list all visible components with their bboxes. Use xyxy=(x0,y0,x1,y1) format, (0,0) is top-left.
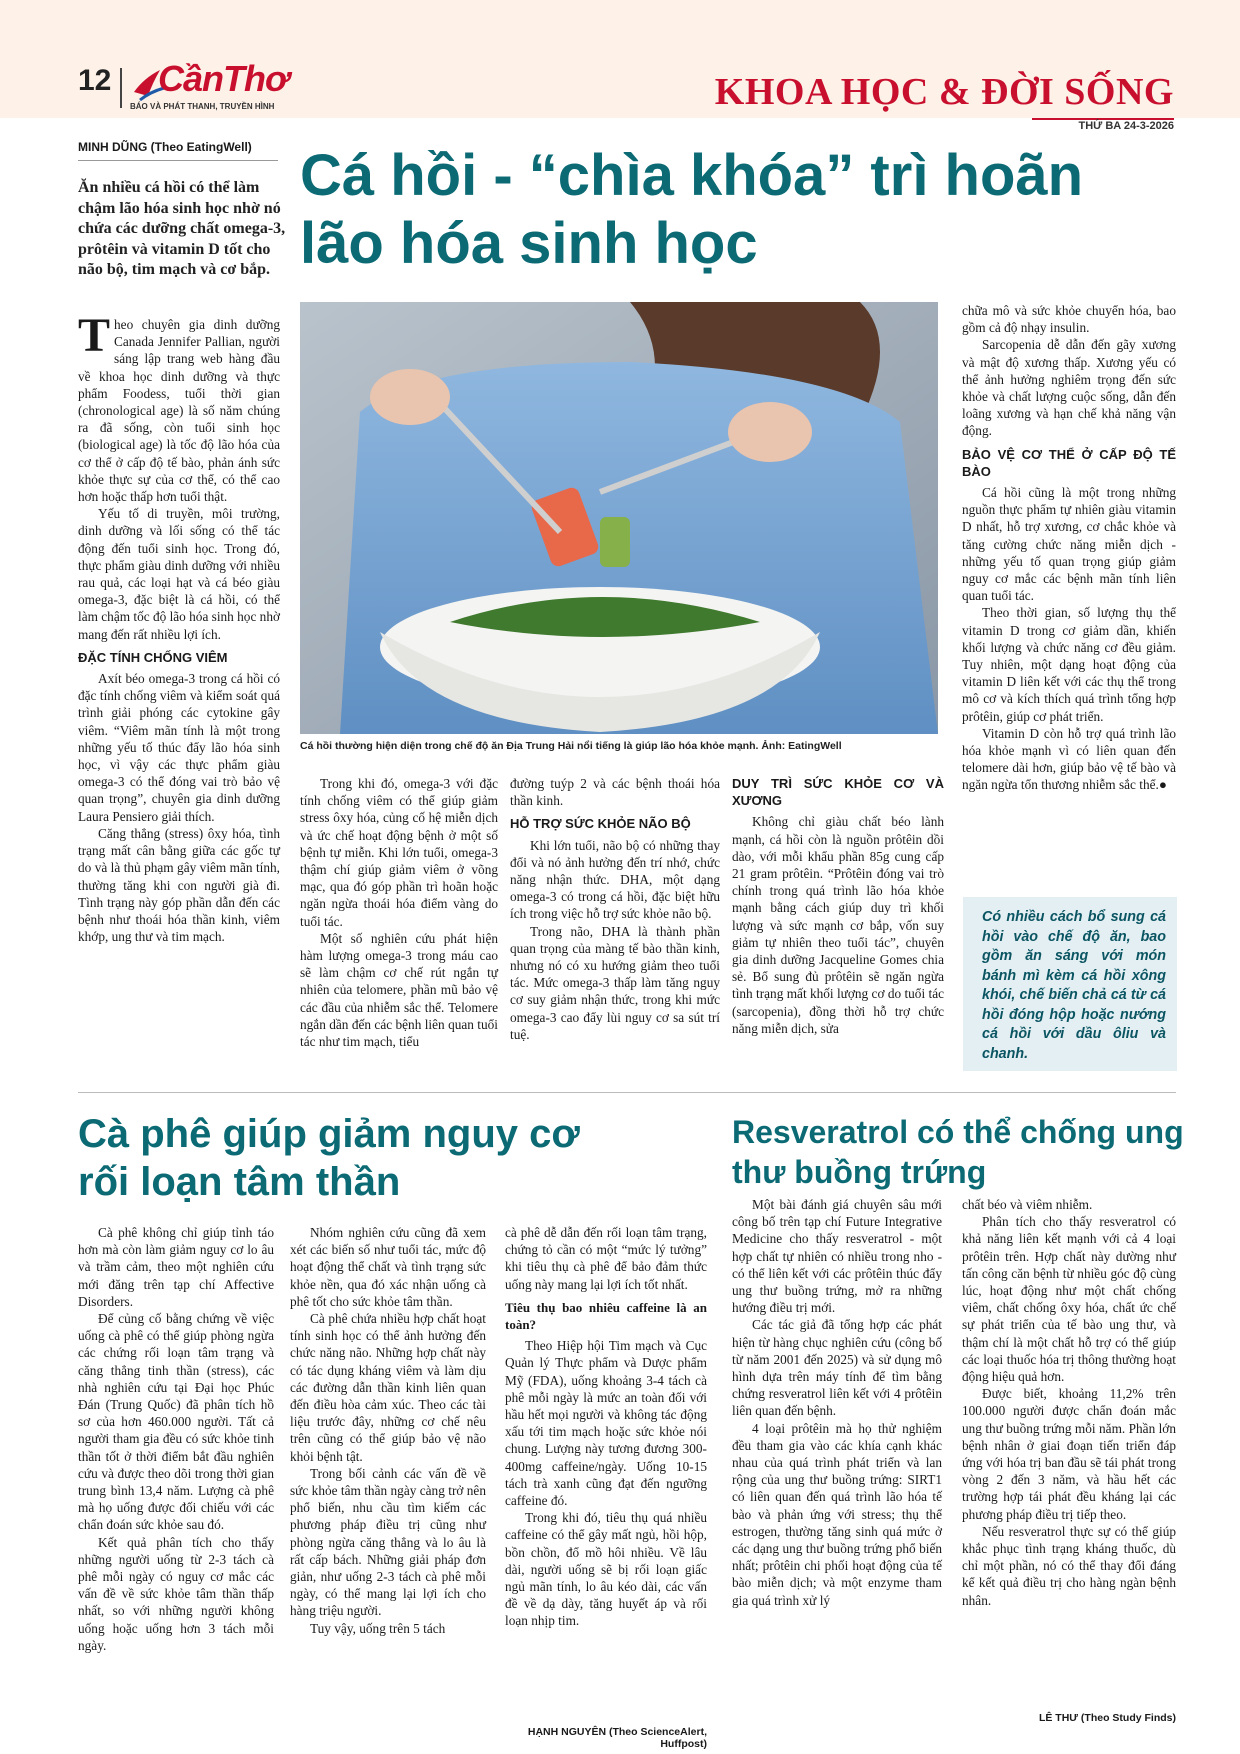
header-divider xyxy=(120,68,122,108)
paragraph: Cà phê chứa nhiều hợp chất hoạt tính sinh học có thể ảnh hưởng đến chức năng não. Những hợp chất này có tác dụng kháng viêm và làm dịu các đường dẫn thần kinh liên quan đến điều hòa cảm xúc. Theo các tài liệu trước đây, những cơ chế nêu trên cũng có thể giúp bảo vệ não khỏi bệnh tật. xyxy=(290,1311,486,1464)
article1-column-3 xyxy=(510,775,720,1043)
subheading: HỖ TRỢ SỨC KHỎE NÃO BỘ xyxy=(510,816,691,832)
paragraph: cà phê dễ dẫn đến rối loạn tâm trạng, chứng tỏ cần có một “mức lý tưởng” khi tiêu thụ cà phê để bảo đảm thức uống này mang lại lợi ích tốt nhất. xyxy=(505,1225,707,1292)
photo-caption: Cá hồi thường hiện diện trong chế độ ăn Địa Trung Hải nổi tiếng là giúp lão hóa khỏe mạnh. Ảnh: EatingWell xyxy=(300,740,842,752)
article3-column-2 xyxy=(962,1196,1176,1609)
subheading: ĐẶC TÍNH CHỐNG VIÊM xyxy=(78,649,228,665)
article1-column-5 xyxy=(962,302,1176,794)
article2-column-2 xyxy=(290,1224,486,1637)
subheading: DUY TRÌ SỨC KHỎE CƠ VÀ XƯƠNG xyxy=(732,776,944,809)
paragraph: Theo chuyên gia dinh dưỡng Canada Jennifer Pallian, người sáng lập trang web hàng đầu về khoa học dinh dưỡng và thực phẩm Foodess, tuổi thời gian (chronological age) là số năm chúng ra đã sống, còn tuổi sinh học (biological age) là tốc độ lão hóa của cơ thể ở cấp độ tế bào, phản ánh sức khỏe thực sự của cơ thể, có thể cao hơn hoặc thấp hơn tuổi thật. xyxy=(78,309,280,505)
paragraph: Cà phê không chỉ giúp tỉnh táo hơn mà còn làm giảm nguy cơ lo âu và trầm cảm, theo một nghiên cứu mới đăng trên tạp chí Affective Disorders. xyxy=(78,1225,274,1309)
paragraph: Trong khi đó, tiêu thụ quá nhiều caffeine có thể gây mất ngủ, hồi hộp, bồn chồn, đổ mồ hôi nhiều. Về lâu dài, người uống sẽ bị rối loạn giấc ngủ mãn tính, lo âu kéo dài, các vấn đề về dạ dày, tăng huyết áp và rối loạn nhịp tim. xyxy=(505,1510,707,1629)
article3-credit: LÊ THƯ (Theo Study Finds) xyxy=(1038,1712,1176,1724)
salmon-salad-photo xyxy=(300,302,938,734)
paragraph: Trong não, DHA là thành phần quan trọng của màng tế bào thần kinh, nhưng nó có xu hướng giảm theo tuổi tác. Mức omega-3 thấp làm tăng nguy cơ suy giảm nhận thức, trong khi mức omega-3 cao đẩy lùi nguy cơ sa sút trí tuệ. xyxy=(510,923,720,1042)
paragraph: chất béo và viêm nhiễm. xyxy=(962,1197,1093,1212)
article1-column-2 xyxy=(300,775,498,1050)
subheading: Tiêu thụ bao nhiêu caffeine là an toàn? xyxy=(505,1299,707,1333)
paragraph: Căng thẳng (stress) ôxy hóa, tình trạng mất cân bằng giữa các gốc tự do và là thủ phạm gây viêm mãn tính, thường tăng khi con người già đi. Tình trạng này góp phần dẫn đến các bệnh như thoái hóa thần kinh, viêm khớp, ung thư và tim mạch. xyxy=(78,825,280,945)
paragraph: Axít béo omega-3 trong cá hồi có đặc tính chống viêm và kiểm soát quá trình giải phóng các cytokine gây viêm. “Viêm mãn tính là một trong những yếu tố thúc đẩy lão hóa sinh học, vì vậy các thực phẩm giàu omega-3 có thể đóng vai trò bảo vệ quan trọng”, chuyên gia dinh dưỡng Laura Pensiero giải thích. xyxy=(78,671,280,824)
paragraph: 4 loại prôtêin mà họ thử nghiệm đều tham gia vào các khía cạnh khác nhau của quá trình phát triển và lan rộng của ung thư buồng trứng: SIRT1 có liên quan đến quá trình lão hóa tế bào và phản ứng với stress; thụ thể estrogen, thường tăng sinh quá mức ở các dạng ung thư buồng trứng phổ biến nhất; prôtêin chi phối hoạt động của tế bào miễn dịch; và một enzyme tham gia quá trình xử lý xyxy=(732,1420,942,1608)
paragraph: Không chỉ giàu chất béo lành mạnh, cá hồi còn là nguồn prôtêin dồi dào, với mỗi khẩu phần 85g cung cấp 21 gram prôtêin. “Prôtêin đóng vai trò chính trong quá trình lão hóa khỏe mạnh bằng cách giúp duy trì khối lượng và sức mạnh cơ bắp, vốn suy giảm tự nhiên theo tuổi tác”, chuyên gia dinh dưỡng Jacqueline Gomes chia sẻ. Bổ sung đủ prôtêin sẽ ngăn ngừa tình trạng mất khối lượng cơ do tuổi tác (sarcopenia), đồng thời hỗ trợ chức năng miễn dịch, sửa xyxy=(732,814,944,1036)
article2-column-3 xyxy=(505,1224,707,1630)
paragraph: Các tác giả đã tổng hợp các phát hiện từ hàng chục nghiên cứu (công bố từ năm 2001 đến 2025) và sử dụng mô hình dựa trên máy tính để tìm bằng chứng resveratrol liên kết với 4 prôtêin liên quan đến bệnh. xyxy=(732,1317,942,1419)
paragraph: Cá hồi cũng là một trong những nguồn thực phẩm tự nhiên giàu vitamin D nhất, hỗ trợ xương, cơ chắc khỏe và tăng cường chức năng miễn dịch - những yếu tố quan trọng giúp giảm nguy cơ mắc các bệnh mãn tính liên quan tuổi tác. xyxy=(962,485,1176,604)
article1-lead: Ăn nhiều cá hồi có thể làm chậm lão hóa sinh học nhờ nó chứa các dưỡng chất omega-3, prôtêin và vitamin D tốt cho não bộ, tim mạch và cơ bắp. xyxy=(78,179,286,278)
paragraph: Sarcopenia dễ dẫn đến gãy xương và mật độ xương thấp. Xương yếu có thể ảnh hưởng nghiêm trọng đến sức khỏe và chất lượng cuộc sống, dẫn đến loãng xương và hạn chế khả năng vận động. xyxy=(962,337,1176,439)
article2-title: Cà phê giúp giảm nguy cơ rối loạn tâm thần xyxy=(78,1112,580,1204)
paragraph: Được biết, khoảng 11,2% trên 100.000 người được chẩn đoán mắc ung thư buồng trứng mỗi năm. Phần lớn bệnh nhân ở giai đoạn tiến triển đáp ứng với hóa trị ban đầu sẽ tái phát trong vòng 2 đến 3 năm, và hầu hết các trường hợp tái phát đều kháng lại các phương pháp điều trị tiếp theo. xyxy=(962,1386,1176,1522)
article1-title: Cá hồi - “chìa khóa” trì hoãn lão hóa sinh học xyxy=(300,143,1084,276)
article1-byline: MINH DŨNG (Theo EatingWell) xyxy=(78,140,252,154)
article1-column-1 xyxy=(78,309,281,945)
paragraph: Một bài đánh giá chuyên sâu mới công bố trên tạp chí Future Integrative Medicine cho thấy resveratrol - một hợp chất tự nhiên có nhiều trong nho - có thể liên kết với các prôtêin thúc đẩy ung thư buồng trứng, mở ra những hướng điều trị mới. xyxy=(732,1197,942,1316)
paragraph: Trong khi đó, omega-3 với đặc tính chống viêm có thể giúp giảm stress ôxy hóa, củng cố hệ miễn dịch và ức chế hoạt động bệnh ở một số bệnh tự miễn. Khi lớn tuổi, omega-3 thậm chí giúp giảm viêm ở võng mạc, qua đó góp phần trì hoãn hoặc ngăn ngừa thoái hóa điểm vàng do tuổi tác. xyxy=(300,776,498,929)
paragraph: Nhóm nghiên cứu cũng đã xem xét các biến số như tuổi tác, mức độ hoạt động thể chất và tình trạng sức khỏe nền, qua đó xác nhận uống cà phê tốt cho sức khỏe tâm thần. xyxy=(290,1225,486,1309)
article3-column-1 xyxy=(732,1196,942,1609)
paragraph: Tuy vậy, uống trên 5 tách xyxy=(310,1620,446,1636)
paragraph: Kết quả phân tích cho thấy những người uống từ 2-3 tách cà phê mỗi ngày có nguy cơ mắc các vấn đề về sức khỏe tâm thần thấp nhất, so với những người không uống hoặc uống hơn 3 tách mỗi ngày. xyxy=(78,1534,274,1653)
article2-credit: HẠNH NGUYÊN (Theo ScienceAlert, Huffpost) xyxy=(527,1726,707,1750)
paragraph: Phân tích cho thấy resveratrol có khả năng liên kết mạnh với cả 4 loại prôtêin trên. Hợp chất này dường như tấn công căn bệnh từ nhiều góc độ cùng lúc, hoạt động như một chất chống viêm, chất chống ôxy hóa, chất ức chế sự phát triển của tế bào ung thư, và thậm chí là một chất hỗ trợ có thể giúp các loại thuốc hóa trị thông thường hoạt động hiệu quả hơn. xyxy=(962,1214,1176,1385)
paragraph: Yếu tố di truyền, môi trường, dinh dưỡng và lối sống có thể tác động đến tuổi sinh học. Trong đó, thực phẩm giàu dinh dưỡng với nhiều rau quả, các loại hạt và cá béo giàu omega-3, đặc biệt là cá hồi, có thể làm chậm tốc độ lão hóa sinh học nhờ mang đến rất nhiều lợi ích. xyxy=(78,506,281,642)
issue-date: THỨ BA 24-3-2026 xyxy=(1078,120,1174,132)
logo-tagline: BÁO VÀ PHÁT THANH, TRUYỀN HÌNH xyxy=(130,102,275,111)
paragraph: Nếu resveratrol thực sự có thể giúp khắc phục tình trạng kháng thuốc, dù chỉ một phần, nó có thể thay đổi đáng kể kết quả điều trị cho hàng ngàn bệnh nhân. xyxy=(962,1523,1176,1608)
article1-column-4 xyxy=(732,775,944,1037)
paragraph: Vitamin D còn hỗ trợ quá trình lão hóa khỏe mạnh vì có liên quan đến telomere dài hơn, giúp bảo vệ tế bào và ngăn ngừa tổn thương nhiễm sắc thể.● xyxy=(962,725,1176,793)
paragraph: đường tuýp 2 và các bệnh thoái hóa thần kinh. xyxy=(510,776,720,809)
paragraph: Để củng cố bằng chứng về việc uống cà phê có thể giúp phòng ngừa các chứng rối loạn tâm trạng và căng thẳng tinh thần (stress), các nhà nghiên cứu tại Đại học Phúc Đán (Trung Quốc) đã phân tích hồ sơ của hơn 460.000 người. Tất cả người tham gia đều có sức khỏe tinh thần tốt ở thời điểm bắt đầu nghiên cứu và được theo dõi trong thời gian trung bình 13,4 năm. Lượng cà phê mà họ uống được đối chiếu với các chẩn đoán sức khỏe sau đó. xyxy=(78,1311,274,1533)
subheading: BẢO VỆ CƠ THỂ Ở CẤP ĐỘ TẾ BÀO xyxy=(962,446,1176,479)
paragraph: chữa mô và sức khỏe chuyển hóa, bao gồm cả độ nhạy insulin. xyxy=(962,303,1176,336)
paragraph: Theo Hiệp hội Tim mạch và Cục Quản lý Thực phẩm và Dược phẩm Mỹ (FDA), uống khoảng 3-4 tách cà phê mỗi ngày là mức an toàn đối với hầu hết mọi người và không tác động xấu tới tim mạch hoặc sức khỏe nói chung. Lượng này tương đương 300-400mg caffeine/ngày. Uống 10-15 tách trà xanh cũng đạt đến ngưỡng caffeine đó. xyxy=(505,1338,707,1509)
article2-column-1 xyxy=(78,1224,274,1654)
paragraph: Một số nghiên cứu phát hiện hàm lượng omega-3 trong máu cao sẽ làm chậm cơ chế rút ngắn tự nhiên của telomere, phần mũ bảo vệ các đầu của nhiễm sắc thể. Telomere ngắn dần đến các bệnh liên quan tuổi tác như tim mạch, tiểu xyxy=(300,930,498,1050)
paragraph: Theo thời gian, số lượng thụ thể vitamin D trong cơ giảm dần, khiến khối lượng và chức năng cơ đều giảm. Tuy nhiên, một dạng hoạt động của vitamin D liên kết với các thụ thể trong mô cơ và kích thích quá trình tổng hợp prôtêin, giúp cơ phát triển. xyxy=(962,605,1176,724)
article3-title: Resveratrol có thể chống ung thư buồng trứng xyxy=(732,1114,1184,1190)
section-title: KHOA HỌC & ĐỜI SỐNG xyxy=(714,71,1174,113)
page-number: 12 xyxy=(78,64,112,97)
paragraph: Khi lớn tuổi, não bộ có những thay đổi và nó ảnh hưởng đến trí nhớ, chức năng nhận thức. DHA, một dạng omega-3 có trong cá hồi, đặc biệt hữu ích trong việc hỗ trợ sức khỏe não bộ. xyxy=(510,837,720,922)
paragraph: Trong bối cảnh các vấn đề về sức khỏe tâm thần ngày càng trở nên phổ biến, nhu cầu tìm kiếm các phương pháp điều trị cũng như phòng ngừa căng thẳng và lo âu là rất cấp bách. Những giải pháp đơn giản, như uống 2-3 tách cà phê mỗi ngày, có thể mang lại lợi ích cho hàng triệu người. xyxy=(290,1465,486,1619)
byline-rule xyxy=(78,160,278,161)
logo-wordmark[interactable]: CầnThơ xyxy=(158,58,289,99)
pull-quote: Có nhiều cách bổ sung cá hồi vào chế độ ăn, bao gồm ăn sáng với món bánh mì kèm cá hồi xông khói, chế biến chả cá từ cá hồi đóng hộp hoặc nướng cá hồi với dầu ôliu và chanh. xyxy=(982,909,1166,1062)
section-divider xyxy=(78,1092,1176,1093)
